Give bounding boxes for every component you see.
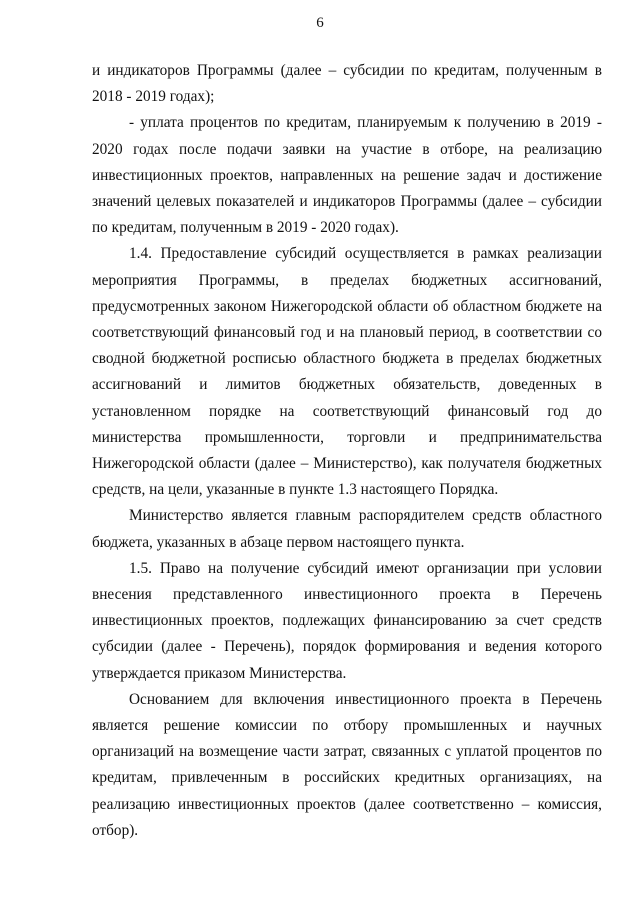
paragraph-ministry-role: Министерство является главным распорядителем средств областного бюджета, указанных в абзаце первом настоящего пункта. — [92, 507, 602, 551]
document-body — [92, 58, 602, 844]
paragraph-continuation: и индикаторов Программы (далее – субсидии по кредитам, полученным в 2018 - 2019 годах); — [92, 62, 602, 106]
page-number: 6 — [316, 15, 324, 31]
paragraph-1-5: 1.5. Право на получение субсидий имеют организации при условии внесения представленного инвестиционного проекта в Перечень инвестиционных проектов, подлежащих финансированию за счет средств субсидии (далее - Перечень), порядок формирования и ведения которого утверждается приказом Министерства. — [92, 559, 602, 682]
paragraph-basis-inclusion: Основанием для включения инвестиционного проекта в Перечень является решение комиссии по отбору промышленных и научных организаций на возмещение части затрат, связанных с уплатой процентов по кредитам, привлеченным в российских кредитных организациях, на реализацию инвестиционных проектов (далее соответственно – комиссия, отбор). — [92, 690, 602, 839]
paragraph-bullet-interest: - уплата процентов по кредитам, планируемым к получению в 2019 - 2020 годах после подачи заявки на участие в отборе, на реализацию инвестиционных проектов, направленных на решение задач и достижение значений целевых показателей и индикаторов Программы (далее – субсидии по кредитам, полученным в 2019 - 2020 годах). — [92, 114, 602, 237]
paragraph-1-4: 1.4. Предоставление субсидий осуществляется в рамках реализации мероприятия Программы, в пределах бюджетных ассигнований, предусмотренных законом Нижегородской области об областном бюджете на соответствующий финансовый год и на плановый период, в соответствии со сводной бюджетной росписью областного бюджета в пределах бюджетных ассигнований и лимитов бюджетных обязательств, доведенных в установленном порядке на соответствующий финансовый год до министерства промышленности, торговли и предпринимательства Нижегородской области (далее – Министерство), как получателя бюджетных средств, на цели, указанные в пункте 1.3 настоящего Порядка. — [92, 245, 602, 499]
